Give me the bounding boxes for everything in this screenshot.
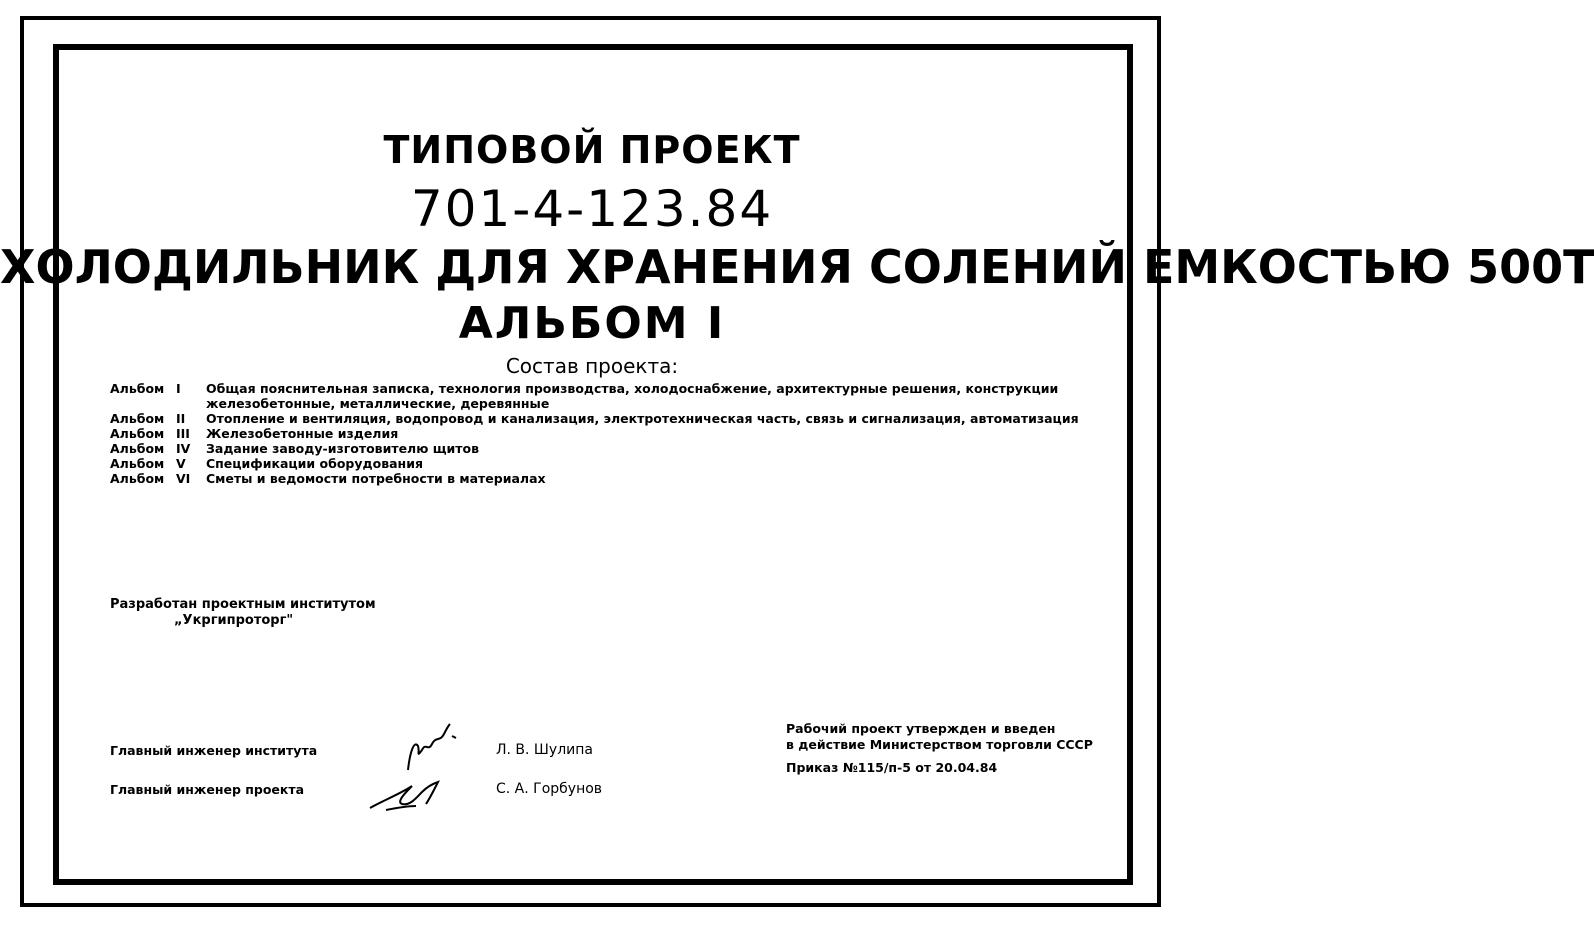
album-row xyxy=(110,441,1086,456)
album-label: Альбом xyxy=(110,471,165,486)
developer-label: Разработан проектным институтом xyxy=(110,597,376,612)
album-description: Сметы и ведомости потребности в материалах xyxy=(206,471,546,486)
chief-engineer-project-label: Главный инженер проекта xyxy=(110,782,305,797)
signature-1-icon xyxy=(400,722,460,774)
album-row xyxy=(110,426,1086,441)
album-row xyxy=(110,381,1086,411)
developer-institute: „Укргипроторг" xyxy=(174,613,294,628)
project-title: ХОЛОДИЛЬНИК ДЛЯ ХРАНЕНИЯ СОЛЕНИЙ ЕМКОСТЬЮ 500Т xyxy=(0,240,1594,294)
approval-line-2: в действие Министерством торговли СССР xyxy=(786,737,1093,752)
album-number: II xyxy=(176,411,186,426)
chief-engineer-project-name: С. А. Горбунов xyxy=(496,781,603,797)
signature-2-icon xyxy=(366,772,446,816)
title-type: ТИПОВОЙ ПРОЕКТ xyxy=(383,128,801,172)
album-label: Альбом xyxy=(110,411,165,426)
album-row xyxy=(110,456,1086,471)
album-row xyxy=(110,411,1086,426)
composition-title: Состав проекта: xyxy=(505,354,679,378)
approval-block xyxy=(786,721,1093,753)
album-label: Альбом xyxy=(110,426,165,441)
album-description: Отопление и вентиляция, водопровод и канализация, электротехническая часть, связь и сигнализация, автоматизация xyxy=(206,411,1079,426)
album-label: Альбом xyxy=(110,441,165,456)
approval-order: Приказ №115/п-5 от 20.04.84 xyxy=(786,760,998,775)
album-number: III xyxy=(176,426,190,441)
album-number: V xyxy=(176,456,186,471)
album-number: IV xyxy=(176,441,191,456)
album-description: Спецификации оборудования xyxy=(206,456,423,471)
album-number: VI xyxy=(176,471,191,486)
chief-engineer-institute-name: Л. В. Шулипа xyxy=(496,742,593,758)
project-number: 701-4-123.84 xyxy=(410,180,774,238)
album-number: I xyxy=(176,381,181,396)
album-list xyxy=(110,381,1086,486)
album-title: АЛЬБОМ I xyxy=(458,298,726,349)
chief-engineer-institute-label: Главный инженер института xyxy=(110,743,318,758)
approval-line-1: Рабочий проект утвержден и введен xyxy=(786,721,1056,736)
album-description: Железобетонные изделия xyxy=(206,426,399,441)
album-label: Альбом xyxy=(110,456,165,471)
album-label: Альбом xyxy=(110,381,165,396)
album-row xyxy=(110,471,1086,486)
album-description: Общая пояснительная записка, технология производства, холодоснабжение, архитектурные решения, конструкции железобетонные, металлические, деревянные xyxy=(206,381,1059,411)
album-description: Задание заводу-изготовителю щитов xyxy=(206,441,480,456)
